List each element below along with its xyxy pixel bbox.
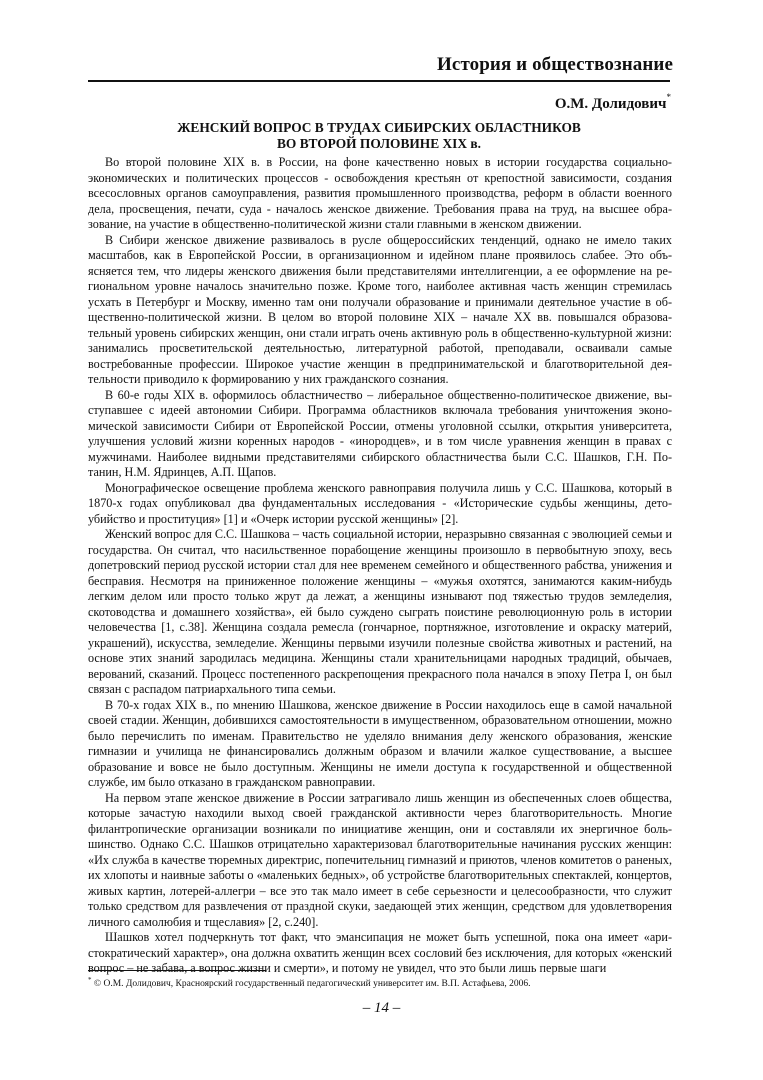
footnote-mark: * [88, 976, 92, 984]
section-title: История и обществознание [437, 54, 673, 75]
paragraph-1: Во второй половине XIX в. в России, на фоне качественно новых в истории государства социально-экономических и политических процессов - освобождения крестьян от крепостной зависимости, создания всесословных органов самоуправления, развития промышленного производства, реформ в области военного дела, просвещения, печати, суда - началось женское движение. Требования права на труд, на высшее образование, на участие в общественно-политической жизни стали главными в женском движении. [88, 155, 672, 231]
article-title [88, 120, 670, 152]
footnote-divider [88, 970, 266, 971]
header-rule [88, 80, 670, 82]
article-title-line-2: ВО ВТОРОЙ ПОЛОВИНЕ XIX в. [277, 136, 481, 151]
footnote [88, 976, 531, 989]
paragraph-8: Шашков хотел подчеркнуть тот факт, что эмансипация не может быть успешной, пока она имеет «аристократический характер», она должна охватить женщин всех сословий без исключения, для которых «женский вопрос – не забава, а вопрос жизни и смерти», и потому не увидел, что это были лишь первые шаги [88, 930, 672, 975]
paragraph-3: В 60-е годы XIX в. оформилось областничество – либеральное общественно-политическое движение, выступавшее с идеей автономии Сибири. Программа областников включала требования уничтожения экономической зависимости Сибири от Европейской России, отмены уголовной ссылки, открытия университета, улучшения условий жизни коренных народов - «инородцев», и в том числе уравнения женщин в правах с мужчинами. Наиболее видными представителями сибирского областничества были С.С. Шашков, Г.Н. Потанин, Н.М. Ядринцев, А.П. Щапов. [88, 387, 672, 479]
paragraph-4: Монографическое освещение проблема женского равноправия получила лишь у С.С. Шашкова, который в 1870-х годах опубликовал два фундаментальных исследования - «Исторические судьбы женщины, детоубийство и проституция» [1] и «Очерк истории русской женщины» [2]. [88, 480, 672, 526]
page-number: – 14 – [362, 1000, 401, 1016]
paragraph-2: В Сибири женское движение развивалось в русле общероссийских тенденций, однако не имело таких масштабов, как в Европейской России, в организационном и идейном плане проявилось слабее. Это объясняется тем, что лидеры женского движения были представителями интеллигенции, а ее оформление на региональном уровне началось значительно позже. Кроме того, наиболее активная часть женщин стремилась усхать в Петербург и Москву, именно там они получали образование и принимали деятельное участие в общественно-политической жизни. В целом во второй половине XIX – начале XX вв. повышался образовательный уровень сибирских женщин, они стали играть очень активную роль в общественно-культурной жизни: занимались просветительской деятельностью, литературной работой, преподавали, осваивали самые востребованные профессии. Широкое участие женщин в предпринимательской и благотворительной деятельности приводило к формированию у них гражданского сознания. [88, 232, 672, 386]
article-body [88, 155, 672, 977]
footnote-text: © О.М. Долидович, Красноярский государственный педагогический университет им. В.П. Астафьева, 2006. [93, 979, 531, 990]
paragraph-6: В 70-х годах XIX в., по мнению Шашкова, женское движение в России находилось еще в самой начальной своей стадии. Женщин, добившихся самостоятельности в имущественном, образовательном отношении, можно было перечислить по именам. Правительство не уделяло внимания делу женского образования, женские гимназии и училища не финансировались должным образом и влачили жалкое существование, а высшее образование и вовсе не было доступным. Женщины не имели доступа к государственной и общественной службе, им было отказано в гражданском равноправии. [88, 697, 672, 789]
paragraph-5: Женский вопрос для С.С. Шашкова – часть социальной истории, неразрывно связанная с эволюцией семьи и государства. Он считал, что насильственное порабощение женщины произошло в первобытную эпоху, весь допетровский период русской истории стал для нее временем семейного и общественного рабства, унижения и бесправия. Несмотря на приниженное положение женщины – «мужья охотятся, занимаются каким-нибудь легким делом или просто только жрут да лежат, а женщины изнывают под тяжестью трудов земледелия, скотоводства и домашнего хозяйства», ей было суждено сыграть поистине революционную роль в истории человечества [1, с.38]. Женщина создала ремесла (гончарное, портняжное, изготовление и окраску материй, украшений), искусства, земледелие. Женщины первыми изучили полезные свойства животных и растений, на основе этих знаний зародилась медицина. Женщины стали хранительницами народных традиций, обычаев, верований, сказаний. Процесс постепенного раскрепощения прекрасного пола начался в эпоху Петра I, он был связан с распадом патриархального типа семьи. [88, 527, 672, 696]
author-name [555, 94, 671, 113]
author-name-text: О.М. Долидович [554, 96, 667, 112]
article-title-line-1: ЖЕНСКИЙ ВОПРОС В ТРУДАХ СИБИРСКИХ ОБЛАСТНИКОВ [177, 120, 581, 135]
paragraph-7: На первом этапе женское движение в России затрагивало лишь женщин из обеспеченных слоев общества, которые зачастую находили выход своей гражданской активности через благотворительность. Многие филантропические организации возникали по инициативе женщин, они и составляли их энергичное большинство. Однако С.С. Шашков отрицательно характеризовал благотворительные начинания русских женщин: «Их служба в качестве тюремных директрис, попечительниц гимназий и приютов, членов комитетов о раненых, их хлопоты и наивные заботы о «маленьких бедных», об устройстве благотворительных спектаклей, концертов, живых картин, лотерей-аллегри – все это так мало имеет в себе серьезности и целесообразности, что служит только средством для развлечения от праздной скуки, заедающей этих женщин, средством для удовлетворения личного самолюбия и тщеславия» [2, с.240]. [88, 790, 673, 929]
author-footnote-mark: * [666, 92, 671, 102]
